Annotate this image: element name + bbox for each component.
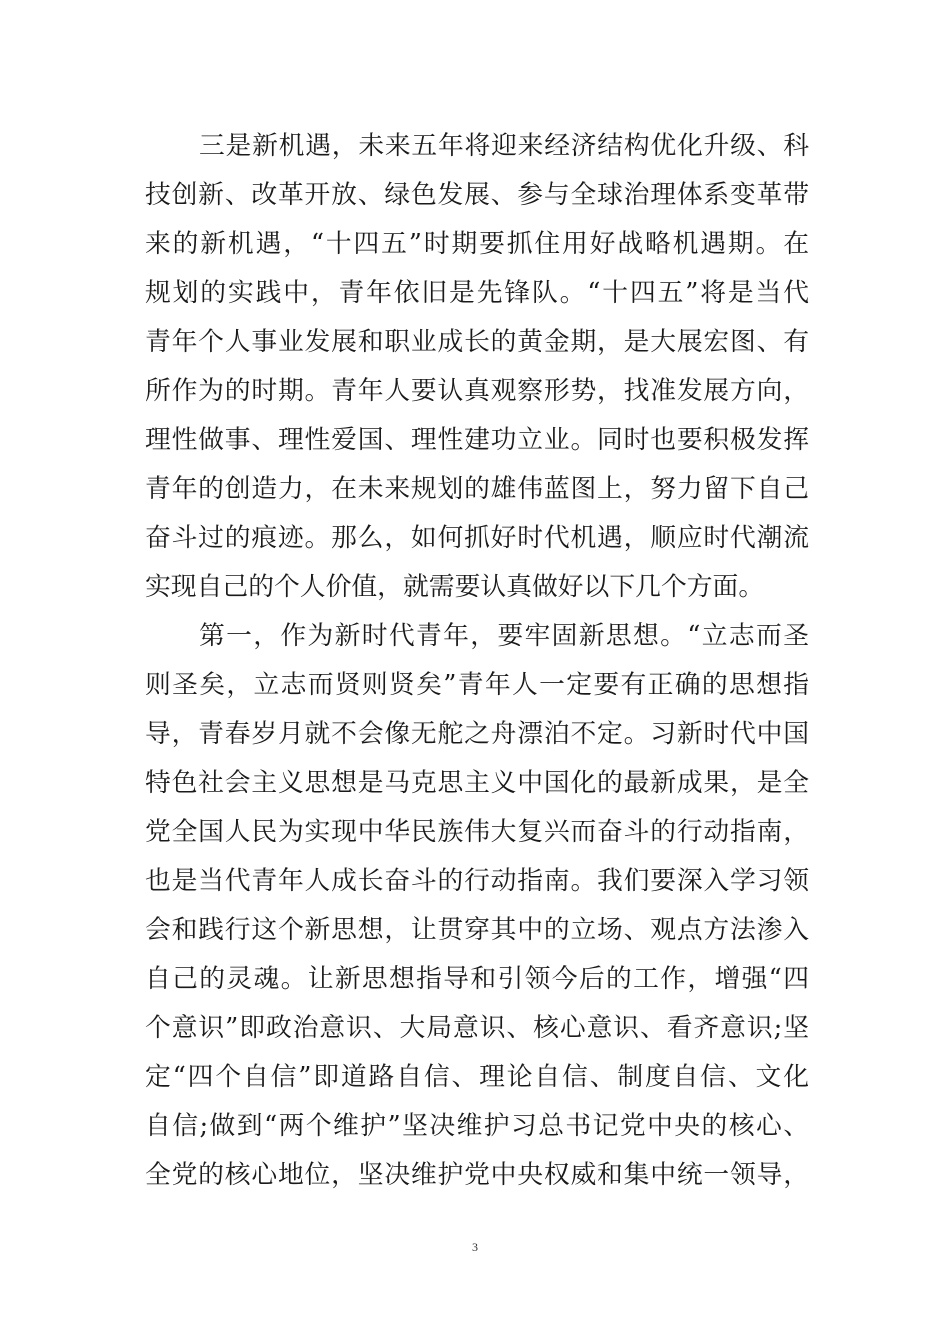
text-line: 理性做事、理性爱国、理性建功立业。同时也要积极发挥 [145, 425, 809, 455]
text-line: 规划的实践中，青年依旧是先锋队。“十四五”将是当代 [145, 278, 809, 308]
text-line: 则圣矣，立志而贤则贤矣”青年人一定要有正确的思想指 [145, 670, 809, 700]
text-line: 全党的核心地位，坚决维护党中央权威和集中统一领导， [145, 1160, 809, 1190]
text-line: 第一，作为新时代青年，要牢固新思想。“立志而圣 [199, 621, 809, 651]
text-line: 来的新机遇，“十四五”时期要抓住用好战略机遇期。在 [145, 229, 809, 259]
text-line: 自己的灵魂。让新思想指导和引领今后的工作，增强“四 [145, 964, 809, 994]
text-line: 定“四个自信”即道路自信、理论自信、制度自信、文化 [145, 1062, 809, 1092]
text-line: 技创新、改革开放、绿色发展、参与全球治理体系变革带 [145, 180, 809, 210]
text-line: 也是当代青年人成长奋斗的行动指南。我们要深入学习领 [145, 866, 809, 896]
text-line: 奋斗过的痕迹。那么，如何抓好时代机遇，顺应时代潮流 [145, 523, 809, 553]
text-line: 个意识”即政治意识、大局意识、核心意识、看齐意识;坚 [145, 1013, 809, 1043]
text-line: 党全国人民为实现中华民族伟大复兴而奋斗的行动指南， [145, 817, 809, 847]
text-line: 青年个人事业发展和职业成长的黄金期，是大展宏图、有 [145, 327, 809, 357]
text-line: 三是新机遇，未来五年将迎来经济结构优化升级、科 [199, 131, 809, 161]
text-line: 青年的创造力，在未来规划的雄伟蓝图上，努力留下自己 [145, 474, 809, 504]
page-number: 3 [472, 1240, 478, 1254]
text-line: 会和践行这个新思想，让贯穿其中的立场、观点方法渗入 [145, 915, 809, 945]
text-line: 实现自己的个人价值，就需要认真做好以下几个方面。 [145, 572, 765, 602]
text-line: 导，青春岁月就不会像无舵之舟漂泊不定。习新时代中国 [145, 719, 809, 749]
text-line: 特色社会主义思想是马克思主义中国化的最新成果，是全 [145, 768, 809, 798]
text-line: 自信;做到“两个维护”坚决维护习总书记党中央的核心、 [145, 1111, 809, 1141]
text-line: 所作为的时期。青年人要认真观察形势，找准发展方向， [145, 376, 809, 406]
body-text [145, 122, 809, 1200]
